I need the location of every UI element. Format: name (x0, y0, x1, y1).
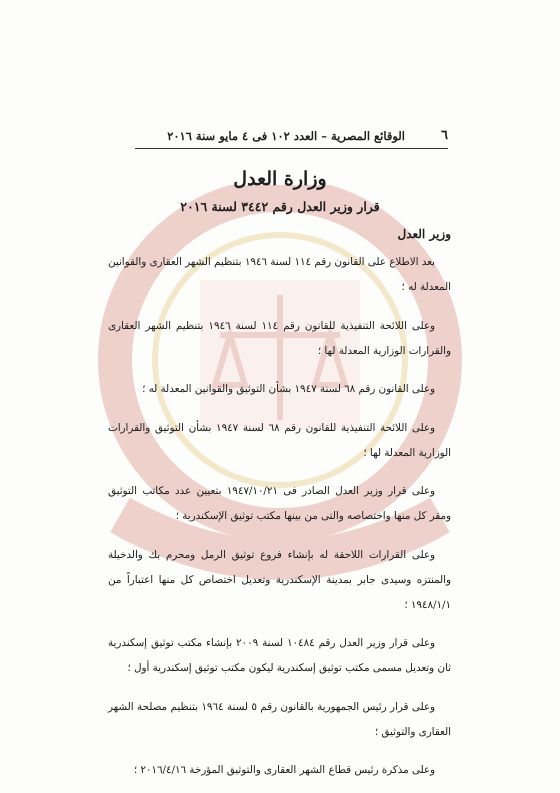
minister-label: وزير العدل (397, 227, 451, 241)
preamble-paragraph: وعلى قرار رئيس الجمهورية بالقانون رقم ٥ لسنة ١٩٦٤ بتنظيم مصلحة الشهر العقارى والتوثيق ؛ (108, 700, 451, 738)
preamble-paragraph: وعلى اللائحة التنفيذية للقانون رقم ٦٨ لسنة ١٩٤٧ بشأن التوثيق والقرارات الوزارية المعدلة لها ؛ (108, 421, 451, 459)
preamble-paragraph: وعلى قرار وزير العدل رقم ١٠٤٨٤ لسنة ٢٠٠٩ بإنشاء مكتب توثيق إسكندرية ثان وتعديل مسمى مكتب توثيق إسكندرية ليكون مكتب توثيق إسكندرية أول ؛ (108, 637, 451, 674)
decision-body (108, 226, 451, 793)
page-header (135, 126, 448, 149)
ministry-title: وزارة العدل (233, 168, 327, 190)
preamble-paragraph: وعلى مذكرة رئيس قطاع الشهر العقارى والتوثيق المؤرخة ٢٠١٦/٤/١٦ ؛ (133, 764, 435, 776)
preamble-paragraph: بعد الاطلاع على القانون رقم ١١٤ لسنة ١٩٤٦ بتنظيم الشهر العقارى والقوانين المعدلة له ؛ (108, 256, 451, 293)
preamble-paragraph: وعلى اللائحة التنفيذية للقانون رقم ١١٤ لسنة ١٩٤٦ بتنظيم الشهر العقارى والقرارات الوزارية المعدلة لها ؛ (108, 319, 451, 357)
decision-title: قرار وزير العدل رقم ٣٤٤٢ لسنة ٢٠١٦ (180, 199, 380, 214)
page-number: ٦ (441, 128, 448, 143)
preamble-paragraph: وعلى قرار وزير العدل الصادر فى ١٩٤٧/١٠/٢١ بتعيين عدد مكاتب التوثيق ومقر كل منها واختصاصه والتى من بينها مكتب توثيق الإسكندرية ؛ (108, 485, 451, 522)
preamble-paragraph: وعلى القرارات اللاحقة له بإنشاء فروع توثيق الرمل ومحرم بك والدخيلة والمنتزه وسيدى جابر بمدينة الإسكندرية وتعديل اختصاص كل منها اعتباراً من ١٩٤٨/١/١ ؛ (108, 548, 451, 611)
running-head: الوقائع المصرية – العدد ١٠٢ فى ٤ مايو سنة ٢٠١٦ (167, 129, 405, 143)
preamble-paragraph: وعلى القانون رقم ٦٨ لسنة ١٩٤٧ بشأن التوثيق والقوانين المعدلة له ؛ (142, 383, 435, 395)
